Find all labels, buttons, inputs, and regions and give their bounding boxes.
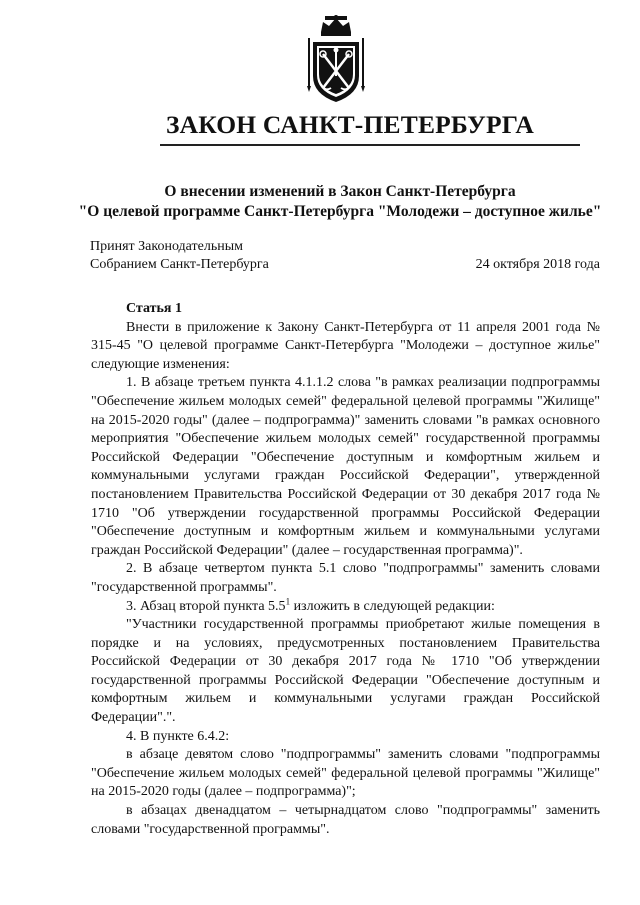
adoption-note: [90, 238, 269, 274]
amendment-item-4-b: в абзацах двенадцатом – четырнадцатом слово "подпрограммы" заменить словами "государственной программы".: [91, 803, 600, 837]
item-3-superscript: 1: [285, 595, 291, 606]
adoption-date: 24 октября 2018 года: [475, 257, 600, 272]
amendment-item-4-a: в абзаце девятом слово "подпрограммы" заменить словами "подпрограммы "Обеспечение жильем молодых семей" федеральной целевой программы "Жилище" на 2015-2020 годы (далее – подпрограмма)";: [91, 747, 600, 800]
law-body: [91, 300, 600, 839]
amendment-item-4: 4. В пункте 6.4.2:: [126, 728, 230, 744]
item-3-text-end: изложить в следующей редакции:: [290, 598, 495, 614]
law-subject: [60, 182, 620, 222]
amendment-item-1: 1. В абзаце третьем пункта 4.1.1.2 слова "в рамках реализации подпрограммы "Обеспечение жильем молодых семей" федеральной целевой программы "Жилище" на 2015-2020 годы" (далее – подпрограмма)" заменить словами "в рамках основного мероприятия "Обеспечение жильем молодых семей" государственной программы Российской Федерации "Обеспечение доступным и комфортным жильем и коммунальными услугами граждан Российской Федерации", утвержденной постановлением Правительства Российской Федерации от 30 декабря 2017 года № 1710 "Об утверждении государственной программы Российской Федерации "Обеспечение доступным и комфортным жильем и коммунальными услугами граждан Российской Федерации" (далее – государственная программа)".: [91, 375, 600, 558]
title-underline: [160, 144, 580, 146]
amendment-item-3: [91, 595, 600, 617]
article-heading: Статья 1: [126, 301, 182, 316]
coat-of-arms-icon: [303, 14, 369, 108]
subject-line-2: "О целевой программе Санкт-Петербурга "Молодежи – доступное жилье": [78, 203, 602, 220]
law-title: ЗАКОН САНКТ-ПЕТЕРБУРГА: [165, 110, 535, 139]
subject-line-1: О внесении изменений в Закон Санкт-Петербурга: [164, 183, 516, 200]
article-intro: Внести в приложение к Закону Санкт-Петербурга от 11 апреля 2001 года № 315-45 "О целевой программе Санкт-Петербурга "Молодежи – доступное жилье" следующие изменения:: [91, 319, 600, 372]
amendment-item-3-quote: "Участники государственной программы приобретают жилые помещения в порядке и на условиях, предусмотренных постановлением Правительства Российской Федерации от 30 декабря 2017 года № 1710 "Об утверждении государственной программы Российской Федерации "Обеспечение доступным и комфортным жильем и коммунальными услугами граждан Российской Федерации".".: [91, 617, 600, 726]
item-3-text-start: 3. Абзац второй пункта 5.5: [126, 598, 286, 614]
adoption-line-2: Собранием Санкт-Петербурга: [90, 257, 269, 272]
amendment-item-2: 2. В абзаце четвертом пункта 5.1 слово "подпрограммы" заменить словами "государственной программы".: [91, 561, 600, 595]
adoption-line-1: Принят Законодательным: [90, 239, 243, 254]
